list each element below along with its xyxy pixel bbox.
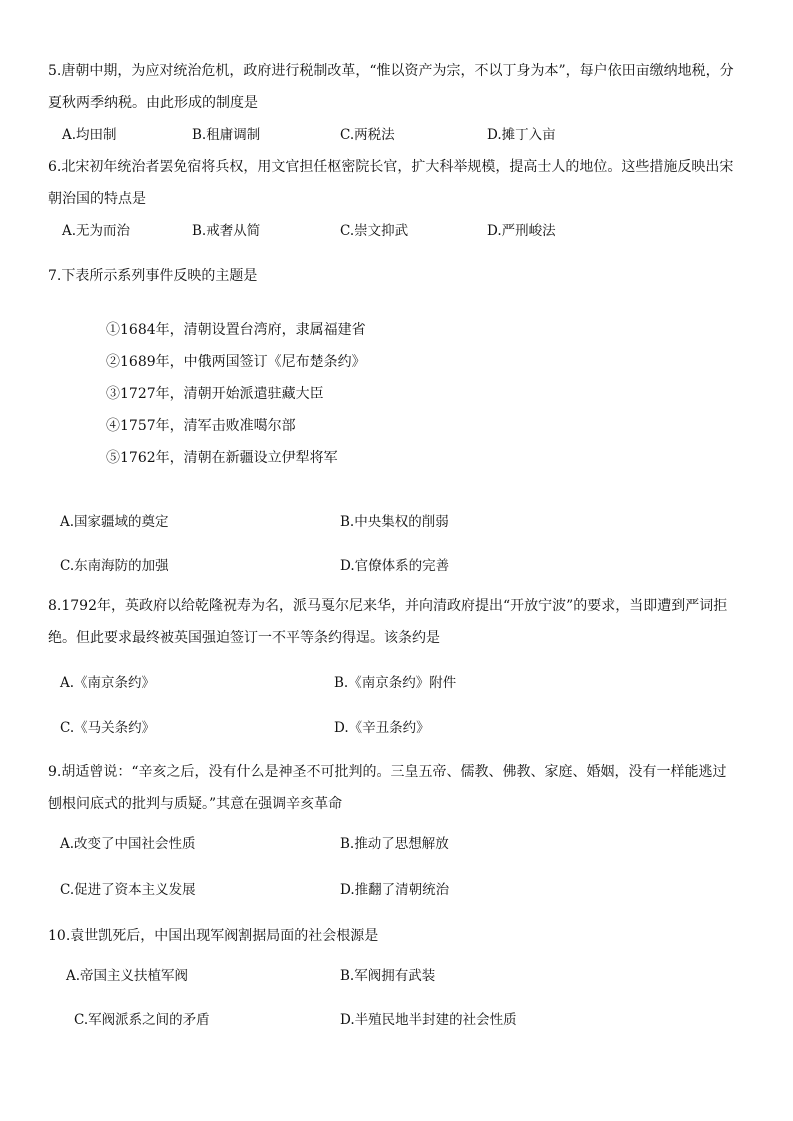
q5-stem-line2: 夏秋两季纳税。由此形成的制度是 — [48, 95, 258, 111]
q7-option-d: D.官僚体系的完善 — [340, 558, 450, 574]
q9-option-c: C.促进了资本主义发展 — [60, 882, 196, 898]
q8-option-b: B.《南京条约》附件 — [334, 675, 457, 691]
q8-option-a: A.《南京条约》 — [60, 675, 156, 691]
q6-option-c: C.崇文抑武 — [340, 223, 409, 239]
q7-event-2: ②1689年，中俄两国签订《尼布楚条约》 — [106, 354, 366, 370]
q7-event-4: ④1757年，清军击败准噶尔部 — [106, 418, 296, 434]
q6-stem-line1: 6.北宋初年统治者罢免宿将兵权，用文官担任枢密院长官，扩大科举规模，提高士人的地位。这些措施反映出宋 — [48, 159, 734, 175]
q5-stem-line1: 5.唐朝中期，为应对统治危机，政府进行税制改革，“惟以资产为宗，不以丁身为本”，每户依田亩缴纳地税，分 — [48, 63, 734, 79]
q10-stem: 10.袁世凯死后，中国出现军阀割据局面的社会根源是 — [48, 928, 379, 944]
q9-option-a: A.改变了中国社会性质 — [60, 836, 196, 852]
q10-option-c: C.军阀派系之间的矛盾 — [74, 1012, 210, 1028]
q5-option-b: B.租庸调制 — [192, 127, 261, 143]
q8-stem-line1: 8.1792年，英政府以给乾隆祝寿为名，派马戛尔尼来华，并向清政府提出“开放宁波”的要求，当即遭到严词拒 — [48, 598, 728, 614]
q5-option-d: D.摊丁入亩 — [487, 127, 556, 143]
q9-stem-line1: 9.胡适曾说：“辛亥之后，没有什么是神圣不可批判的。三皇五帝、儒教、佛教、家庭、婚姻，没有一样能逃过 — [48, 764, 727, 780]
q9-option-b: B.推动了思想解放 — [340, 836, 449, 852]
q7-event-1: ①1684年，清朝设置台湾府，隶属福建省 — [106, 322, 366, 338]
q5-option-c: C.两税法 — [340, 127, 395, 143]
q9-stem-line2: 刨根问底式的批判与质疑。”其意在强调辛亥革命 — [48, 796, 343, 812]
q7-stem: 7.下表所示系列事件反映的主题是 — [48, 268, 258, 284]
q6-option-b: B.戒奢从简 — [192, 223, 261, 239]
q8-option-d: D.《辛丑条约》 — [334, 720, 430, 736]
q9-option-d: D.推翻了清朝统治 — [340, 882, 450, 898]
q6-option-d: D.严刑峻法 — [487, 223, 556, 239]
q7-option-c: C.东南海防的加强 — [60, 558, 169, 574]
q7-event-5: ⑤1762年，清朝在新疆设立伊犁将军 — [106, 450, 338, 466]
q7-option-a: A.国家疆域的奠定 — [60, 514, 169, 530]
q8-stem-line2: 绝。但此要求最终被英国强迫签订一不平等条约得逞。该条约是 — [48, 630, 440, 646]
q10-option-b: B.军阀拥有武装 — [340, 968, 436, 984]
q6-option-a: A.无为而治 — [62, 223, 131, 239]
q8-option-c: C.《马关条约》 — [60, 720, 156, 736]
q7-event-3: ③1727年，清朝开始派遣驻藏大臣 — [106, 386, 324, 402]
q10-option-a: A.帝国主义扶植军阀 — [66, 968, 189, 984]
q10-option-d: D.半殖民地半封建的社会性质 — [340, 1012, 517, 1028]
q6-stem-line2: 朝治国的特点是 — [48, 191, 146, 207]
q7-option-b: B.中央集权的削弱 — [340, 514, 449, 530]
q5-option-a: A.均田制 — [62, 127, 117, 143]
